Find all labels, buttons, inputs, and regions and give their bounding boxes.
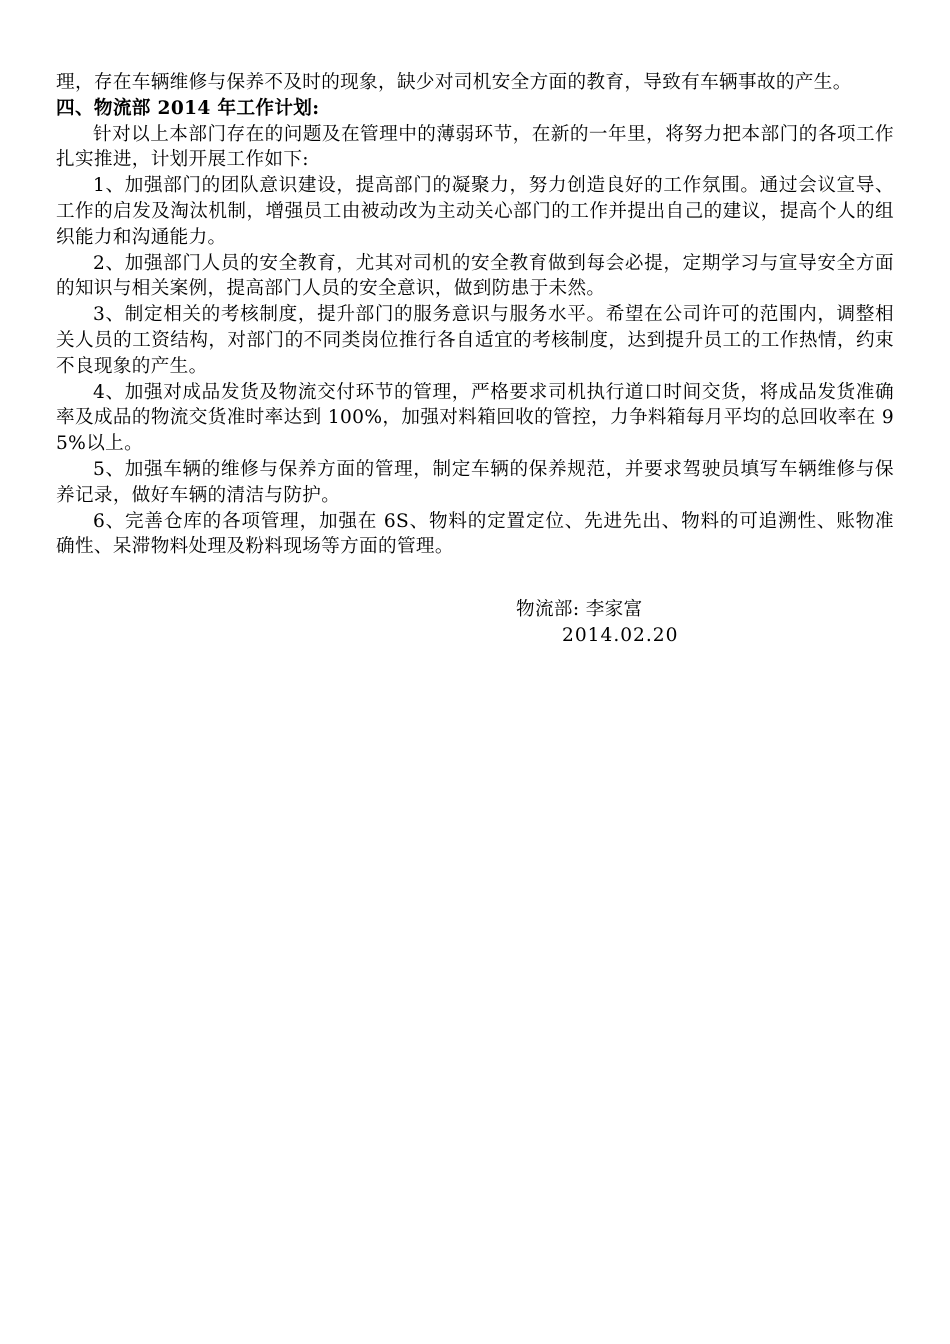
- plan-item-6: 6、完善仓库的各项管理，加强在 6S、物料的定置定位、先进先出、物料的可追溯性、账物准确性、呆滞物料处理及粉料现场等方面的管理。: [56, 510, 894, 558]
- document-body: [56, 70, 894, 560]
- signature-date: 2014.02.20: [562, 625, 679, 646]
- plan-item-3: 3、制定相关的考核制度，提升部门的服务意识与服务水平。希望在公司许可的范围内，调整相关人员的工资结构，对部门的不同类岗位推行各自适宜的考核制度，达到提升员工的工作热情，约束不良现象的产生。: [56, 304, 894, 377]
- plan-item-5: 5、加强车辆的维修与保养方面的管理，制定车辆的保养规范，并要求驾驶员填写车辆维修与保养记录，做好车辆的清洁与防护。: [56, 458, 894, 506]
- intro-paragraph: 针对以上本部门存在的问题及在管理中的薄弱环节，在新的一年里，将努力把本部门的各项工作扎实推进，计划开展工作如下:: [56, 123, 894, 171]
- plan-item-2: 2、加强部门人员的安全教育，尤其对司机的安全教育做到每会必提，定期学习与宣导安全方面的知识与相关案例，提高部门人员的安全意识，做到防患于未然。: [56, 252, 894, 300]
- section-heading: 四、物流部 2014 年工作计划:: [56, 97, 320, 119]
- plan-item-4: 4、加强对成品发货及物流交付环节的管理，严格要求司机执行道口时间交货，将成品发货准确率及成品的物流交货准时率达到 100%，加强对料箱回收的管控，力争料箱每月平均的总回收率在 95%以上。: [56, 381, 894, 455]
- signature-name: 物流部: 李家富: [516, 599, 643, 620]
- plan-item-1: 1、加强部门的团队意识建设，提高部门的凝聚力，努力创造良好的工作氛围。通过会议宣导、工作的启发及淘汰机制，增强员工由被动改为主动关心部门的工作并提出自己的建议，提高个人的组织能力和沟通能力。: [56, 175, 894, 248]
- continuation-paragraph: 理，存在车辆维修与保养不及时的现象，缺少对司机安全方面的教育，导致有车辆事故的产生。: [56, 72, 852, 93]
- signature-block: [516, 597, 678, 649]
